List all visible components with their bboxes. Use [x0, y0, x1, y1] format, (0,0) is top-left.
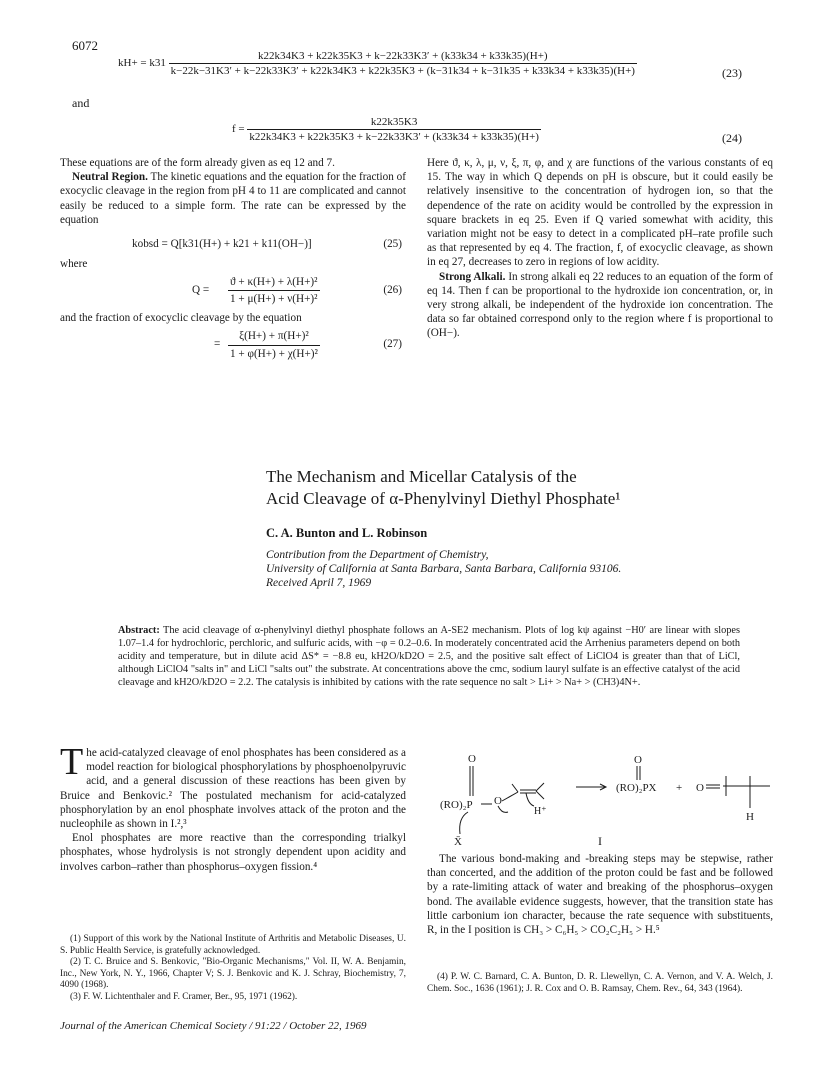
page-number: 6072 [72, 38, 98, 53]
footnote-2: (2) T. C. Bruice and S. Benkovic, "Bio-Organic Mechanisms," Vol. II, W. A. Benjamin, Inc., New York, N. Y., 1966, Chapter V; S. J. Benkovic and K. J. Schray, Biochemistry, 7, 4090 (1968). [60, 957, 406, 991]
eq23-numerator: k22k34K3 + k22k35K3 + k−22k33K3′ + (k33k34 + k33k35)(H+) [258, 50, 548, 62]
paragraph-enol-phosphates: Enol phosphates are more reactive than the corresponding trialkyl phosphates, whose hydrolysis is not strongly dependent upon acidity and involves carbon–rather than phosphorus–oxygen fission.⁴ [60, 832, 406, 873]
affiliation-line-1: Contribution from the Department of Chemistry, [266, 549, 489, 561]
eq25-number: (25) [383, 238, 402, 251]
heading-neutral-region: Neutral Region. [72, 171, 148, 184]
equation-24 [232, 116, 541, 143]
eq24-number: (24) [722, 131, 742, 145]
footnotes-left [60, 934, 406, 1004]
and-text: and [72, 96, 90, 110]
paragraph-functions: Here ϑ, κ, λ, μ, ν, ξ, π, φ, and χ are functions of the various constants of eq 15. The way in which Q depends on pH is obscure, but it could easily be relatively insensitive to the concentration of hydrogen ion, so that the dependence of the rate on acidity would be controlled by the expression in square brackets in eq 25. Even if Q varied somewhat with acidity, this variation might not be easy to detect in a complicated pH–rate profile such as that represented by eq 4. The fraction, f, of exocyclic cleavage, as shown in eq 27, decreases to zero in regions of low acidity. [427, 157, 773, 269]
eq27-lhs: = [214, 338, 221, 351]
scheme-o-product: O [634, 754, 642, 766]
scheme-o-link: O [494, 795, 502, 807]
paragraph-bond-steps: The various bond-making and -breaking steps may be stepwise, rather than concerted, and the addition of the proton could be fast and be followed by a rate-limiting attack of water and breaking of the phosphorus–oxygen bond. The available evidence suggests, however, that the transition state has little carbonium ion character, because the rate sequence with substituents, R, in the I position is CH₃ > C₆H₅ > CO₂C₂H₅ > H.⁵ [427, 853, 773, 937]
eq24-lhs: f = [232, 123, 245, 136]
footnote-4: (4) P. W. C. Barnard, C. A. Bunton, D. R. Llewellyn, C. A. Vernon, and V. A. Welch, J. Chem. Soc., 1636 (1961); J. R. Cox and O. B. Ramsay, Chem. Rev., 64, 343 (1964). [427, 972, 773, 994]
eq26-numerator: ϑ + κ(H+) + λ(H+)² [230, 276, 318, 289]
eq27-number: (27) [383, 338, 402, 351]
eq26-lhs: Q = [192, 284, 210, 297]
eq24-denominator: k22k34K3 + k22k35K3 + k−22k33K3′ + (k33k34 + k33k35)(H+) [249, 131, 539, 143]
scheme-o-top: O [468, 753, 476, 765]
eq27-denominator: 1 + φ(H+) + χ(H+)² [228, 345, 320, 361]
title-line-1: The Mechanism and Micellar Catalysis of the [266, 467, 577, 486]
eq23-number: (23) [722, 66, 742, 80]
scheme-o-carbonyl: O [696, 782, 704, 794]
abstract-heading: Abstract: [118, 625, 160, 636]
heading-strong-alkali: Strong Alkali. [439, 270, 506, 283]
eq23-denominator: k−22k−31K3′ + k−22k33K3′ + k22k34K3 + k22k35K3 + (k−31k34 + k−31k35 + k33k34 + k33k35)(H+) [170, 65, 635, 77]
eq24-fraction [247, 116, 541, 143]
eq26-fraction [228, 275, 320, 306]
eq25-body: kobsd = Q[k31(H+) + k21 + k11(OH−)] [132, 238, 312, 251]
eq26-number: (26) [383, 284, 402, 297]
eq24-numerator: k22k35K3 [370, 116, 418, 128]
paragraph-equations-form: These equations are of the form already given as eq 12 and 7. [60, 157, 335, 169]
nucleophile-arrow [460, 812, 468, 834]
scheme-label: I [598, 834, 602, 848]
scheme-ro2p: (RO)₂P [440, 799, 473, 811]
title-line-2: Acid Cleavage of α-Phenylvinyl Diethyl Phosphate¹ [266, 489, 621, 508]
where-text: where [60, 258, 88, 271]
footnote-3: (3) F. W. Lichtenthaler and F. Cramer, Ber., 95, 1971 (1962). [70, 991, 298, 1002]
paragraph-fraction: and the fraction of exocyclic cleavage by the equation [60, 312, 302, 325]
affiliation-line-2: University of California at Santa Barbara, Santa Barbara, California 93106. [266, 563, 622, 575]
article-title [266, 466, 746, 510]
eq23-fraction [169, 50, 637, 77]
scheme-x-minus: X̄ [454, 836, 462, 848]
equation-26 [60, 273, 406, 311]
scheme-product-ro2px: (RO)₂PX [616, 782, 657, 794]
paragraph-intro [60, 741, 406, 831]
running-footer: Journal of the American Chemical Society / 91:22 / October 22, 1969 [60, 1020, 367, 1032]
eq27-fraction [228, 329, 320, 360]
c-substituent-right-down [536, 791, 544, 799]
eq27-numerator: ξ(H+) + π(H+)² [239, 330, 309, 343]
equation-25 [60, 233, 406, 257]
affiliation [266, 548, 746, 590]
authors: C. A. Bunton and L. Robinson [266, 526, 428, 540]
footnote-1: (1) Support of this work by the National Institute of Arthritis and Metabolic Diseases, U. S. Public Health Service, is gratefully acknowledged. [60, 934, 406, 956]
intro-text: he acid-catalyzed cleavage of enol phosphates has been considered as a model reaction for biological phosphorylations by phosphoenolpyruvic acid, and a general discussion of these reactions has been given by Bruice and Benkovic.² The postulated mechanism for acid-catalyzed phosphorylation by an enol phosphate involves attack of the proton and the nucleophile as shown in I.²,³ [60, 747, 406, 831]
right-column-top [427, 156, 773, 341]
c-substituent-right-up [536, 783, 544, 791]
proton-arrow [526, 793, 534, 806]
abstract [118, 624, 740, 689]
o-c-bond [502, 792, 518, 801]
left-column-top [60, 156, 406, 365]
paragraph-neutral-region [60, 170, 406, 227]
neutral-region-text: The kinetic equations and the equation for the fraction of exocyclic cleavage in the region from pH 4 to 11 are complicated and cannot easily be reduced to a simple form. The rate can be expressed by the equation [60, 171, 406, 226]
drop-cap: T [60, 741, 84, 783]
scheme-h: H [746, 811, 754, 823]
body-left-column [60, 741, 406, 874]
received-date: Received April 7, 1969 [266, 577, 372, 589]
scheme-h-plus: H⁺ [534, 806, 547, 817]
eq26-denominator: 1 + μ(H+) + ν(H+)² [228, 290, 320, 306]
scheme-plus: + [676, 782, 683, 794]
strong-alkali-text: In strong alkali eq 22 reduces to an equation of the form of eq 14. Then f can be proportional to the hydroxide ion concentration, or, in very strong alkali, be independent of the hydroxide ion concentration. The data so far obtained correspond only to the region where f is proportional to (OH−). [427, 270, 773, 340]
reaction-scheme-I [430, 746, 775, 848]
equation-27 [60, 327, 406, 365]
body-right-column [427, 852, 773, 937]
equation-23 [118, 50, 637, 77]
c-substituent-up [512, 784, 518, 792]
abstract-text: The acid cleavage of α-phenylvinyl diethyl phosphate follows an A-SE2 mechanism. Plots of log kψ against −H0′ are linear with slopes 1.07–1.4 for hydrochloric, perchloric, and sulfuric acids, with −φ = 0.2–0.6. In moderately concentrated acid the Arrhenius parameters depend on both acidity and temperature, but in dilute acid ΔS* = −8.8 eu, kH2O/kD2O = 2.5, and the positive salt effect of LiClO4 is greater than that of LiCl, although LiClO4 "salts in" and LiCl "salts out" the substrate. At concentrations above the cmc, sodium lauryl sulfate is an effective catalyst of the acid cleavage and kH2O/kD2O = 2.2. The catalysis is inhibited by cations with the rate sequence no salt > Li+ > Na+ > (CH3)4N+. [118, 625, 740, 688]
paragraph-strong-alkali [427, 270, 773, 341]
eq23-lhs: kH+ = k31 [118, 57, 166, 70]
